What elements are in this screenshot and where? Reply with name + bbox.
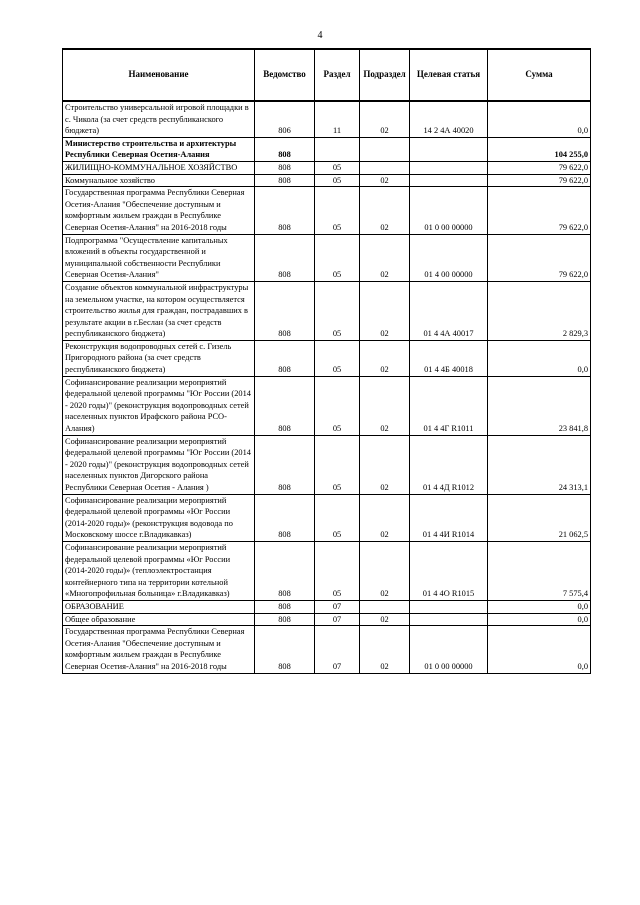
table-row (63, 435, 591, 494)
row-article-cell: 01 0 00 00000 (410, 626, 488, 673)
column-header-dept: Ведомство (255, 49, 315, 101)
row-dept-cell: 808 (255, 626, 315, 673)
row-article-cell: 01 4 4Г R1011 (410, 376, 488, 435)
row-article-cell: 01 4 4И R1014 (410, 494, 488, 541)
table-row (63, 234, 591, 281)
row-section-cell: 05 (315, 435, 360, 494)
column-header-name: Наименование (63, 49, 255, 101)
row-article-cell (410, 613, 488, 626)
row-name-cell: Общее образование (63, 613, 255, 626)
row-sum-cell: 2 829,3 (488, 281, 591, 340)
row-sum-cell: 23 841,8 (488, 376, 591, 435)
row-dept-cell: 808 (255, 281, 315, 340)
row-subsection-cell: 02 (360, 494, 410, 541)
row-name-cell: Софинансирование реализации мероприятий федеральной целевой программы "Юг России (2014 - 2020 годы)" (реконструкция водопроводных сетей населенных пунктов Дигорского района Республики Северная Осетия - Алания ) (63, 435, 255, 494)
row-dept-cell: 808 (255, 137, 315, 161)
row-section-cell: 05 (315, 376, 360, 435)
row-section-cell: 05 (315, 281, 360, 340)
row-article-cell: 14 2 4А 40020 (410, 101, 488, 137)
row-article-cell (410, 174, 488, 187)
row-name-cell: Государственная программа Республики Северная Осетия-Алания "Обеспечение доступным и комфортным жильем граждан в Республике Северная Осетия-Алания" на 2016-2018 годы (63, 187, 255, 234)
row-sum-cell: 79 622,0 (488, 187, 591, 234)
row-article-cell: 01 4 4Б 40018 (410, 340, 488, 376)
row-name-cell: Государственная программа Республики Северная Осетия-Алания "Обеспечение доступным и комфортным жильем граждан в Республике Северная Осетия-Алания" на 2016-2018 годы (63, 626, 255, 673)
row-dept-cell: 808 (255, 187, 315, 234)
row-article-cell: 01 0 00 00000 (410, 187, 488, 234)
row-sum-cell: 104 255,0 (488, 137, 591, 161)
row-dept-cell: 808 (255, 174, 315, 187)
row-sum-cell: 79 622,0 (488, 161, 591, 174)
column-header-subsection: Подраздел (360, 49, 410, 101)
row-dept-cell: 808 (255, 600, 315, 613)
row-sum-cell: 24 313,1 (488, 435, 591, 494)
row-name-cell: ОБРАЗОВАНИЕ (63, 600, 255, 613)
budget-table (62, 48, 591, 674)
row-name-cell: Софинансирование реализации мероприятий федеральной целевой программы «Юг России (2014-2020 годы)» (реконструкция водовода по Московскому шоссе г.Владикавказ) (63, 494, 255, 541)
row-sum-cell: 0,0 (488, 613, 591, 626)
row-sum-cell: 0,0 (488, 101, 591, 137)
row-section-cell: 05 (315, 234, 360, 281)
row-name-cell: Строительство универсальной игровой площадки в с. Чикола (за счет средств республиканского бюджета) (63, 101, 255, 137)
row-subsection-cell: 02 (360, 340, 410, 376)
row-name-cell: Подпрограмма "Осуществление капитальных вложений в объекты государственной и муниципальной собственности Республики Северная Осетия-Алания" (63, 234, 255, 281)
table-row (63, 187, 591, 234)
column-header-sum: Сумма (488, 49, 591, 101)
row-section-cell: 05 (315, 541, 360, 600)
row-dept-cell: 808 (255, 376, 315, 435)
table-row (63, 101, 591, 137)
row-subsection-cell: 02 (360, 187, 410, 234)
row-dept-cell: 808 (255, 613, 315, 626)
row-section-cell: 07 (315, 613, 360, 626)
table-row (63, 626, 591, 673)
row-section-cell: 05 (315, 161, 360, 174)
row-article-cell (410, 600, 488, 613)
row-sum-cell: 0,0 (488, 340, 591, 376)
row-sum-cell: 0,0 (488, 626, 591, 673)
row-subsection-cell: 02 (360, 174, 410, 187)
table-row (63, 137, 591, 161)
row-name-cell: Софинансирование реализации мероприятий федеральной целевой программы «Юг России (2014-2020 годы)» (теплоэлектростанция контейнерного типа на территории котельной «Многопрофильная больница» г.Владикавказ) (63, 541, 255, 600)
row-subsection-cell: 02 (360, 541, 410, 600)
row-dept-cell: 806 (255, 101, 315, 137)
table-row (63, 161, 591, 174)
row-sum-cell: 21 062,5 (488, 494, 591, 541)
page-number: 4 (317, 30, 323, 41)
row-name-cell: Софинансирование реализации мероприятий федеральной целевой программы "Юг России (2014 - 2020 годы)" (реконструкция водопроводных сетей населенных пунктов Ирафского района РСО-Алания) (63, 376, 255, 435)
row-sum-cell: 7 575,4 (488, 541, 591, 600)
row-dept-cell: 808 (255, 494, 315, 541)
row-subsection-cell: 02 (360, 435, 410, 494)
row-article-cell (410, 137, 488, 161)
table-row (63, 494, 591, 541)
row-section-cell: 07 (315, 626, 360, 673)
row-section-cell: 11 (315, 101, 360, 137)
row-section-cell: 05 (315, 187, 360, 234)
row-subsection-cell (360, 161, 410, 174)
row-article-cell: 01 4 4О R1015 (410, 541, 488, 600)
row-dept-cell: 808 (255, 541, 315, 600)
column-header-article: Целевая статья (410, 49, 488, 101)
table-row (63, 541, 591, 600)
row-dept-cell: 808 (255, 340, 315, 376)
row-subsection-cell (360, 600, 410, 613)
row-subsection-cell (360, 137, 410, 161)
row-subsection-cell: 02 (360, 376, 410, 435)
row-name-cell: Коммунальное хозяйство (63, 174, 255, 187)
table-row (63, 281, 591, 340)
row-section-cell: 05 (315, 494, 360, 541)
row-section-cell: 07 (315, 600, 360, 613)
row-dept-cell: 808 (255, 435, 315, 494)
row-article-cell: 01 4 4А 40017 (410, 281, 488, 340)
row-subsection-cell: 02 (360, 281, 410, 340)
row-article-cell: 01 4 00 00000 (410, 234, 488, 281)
table-row (63, 600, 591, 613)
column-header-section: Раздел (315, 49, 360, 101)
row-subsection-cell: 02 (360, 626, 410, 673)
row-section-cell (315, 137, 360, 161)
row-section-cell: 05 (315, 340, 360, 376)
row-dept-cell: 808 (255, 234, 315, 281)
row-subsection-cell: 02 (360, 613, 410, 626)
row-dept-cell: 808 (255, 161, 315, 174)
row-section-cell: 05 (315, 174, 360, 187)
table-row (63, 340, 591, 376)
row-name-cell: Создание объектов коммунальной инфраструктуры на земельном участке, на котором осуществляется строительство жилья для граждан, пострадавших в результате акции в г.Беслан (за счет средств республиканского бюджета) (63, 281, 255, 340)
row-name-cell: ЖИЛИЩНО-КОММУНАЛЬНОЕ ХОЗЯЙСТВО (63, 161, 255, 174)
row-name-cell: Реконструкция водопроводных сетей с. Гизель Пригородного района (за счет средств республиканского бюджета) (63, 340, 255, 376)
row-subsection-cell: 02 (360, 101, 410, 137)
table-row (63, 376, 591, 435)
row-sum-cell: 79 622,0 (488, 174, 591, 187)
table-body (63, 101, 591, 673)
row-article-cell: 01 4 4Д R1012 (410, 435, 488, 494)
table-row (63, 174, 591, 187)
row-subsection-cell: 02 (360, 234, 410, 281)
row-name-cell: Министерство строительства и архитектуры Республики Северная Осетия-Алания (63, 137, 255, 161)
row-sum-cell: 79 622,0 (488, 234, 591, 281)
row-sum-cell: 0,0 (488, 600, 591, 613)
table-header-row (63, 49, 591, 101)
row-article-cell (410, 161, 488, 174)
table-row (63, 613, 591, 626)
